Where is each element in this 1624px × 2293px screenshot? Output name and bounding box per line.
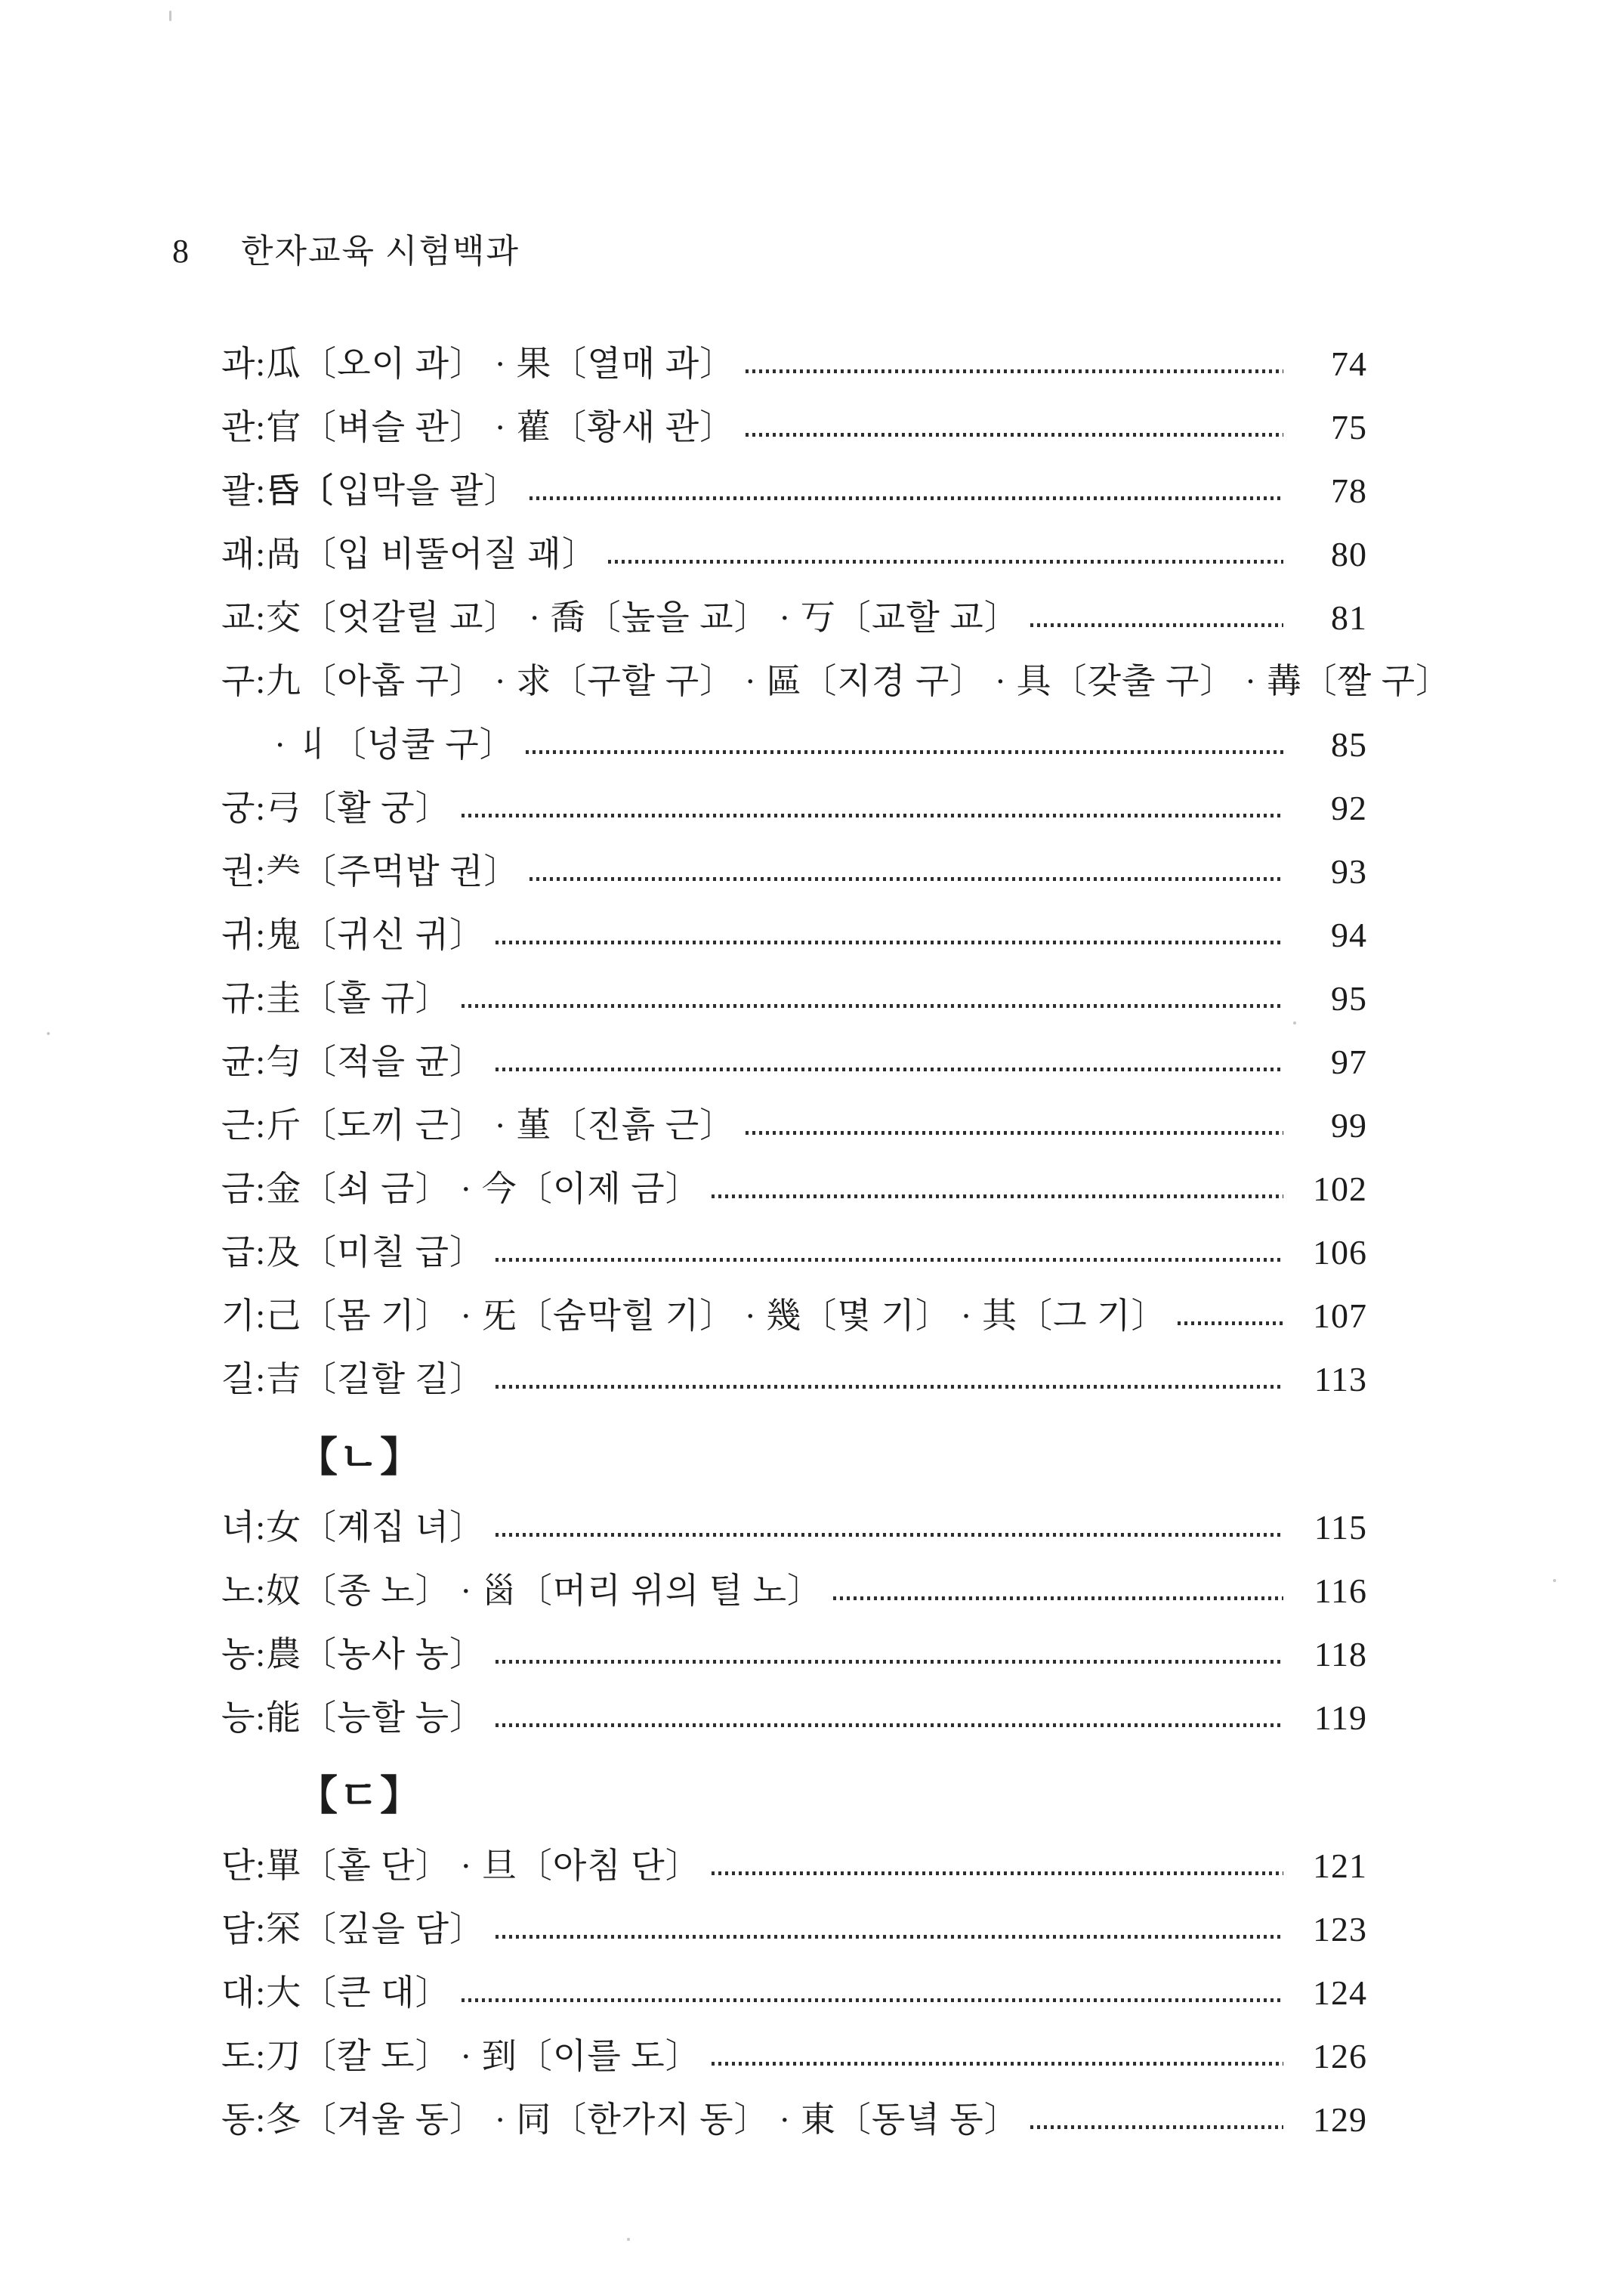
dotted-leader: [712, 2062, 1283, 2066]
entry-page-number: 74: [1331, 345, 1367, 383]
dotted-leader: [1178, 1321, 1283, 1325]
entry-page-number: 129: [1313, 2100, 1367, 2139]
entry-text: 관:官〔벼슬 관〕 · 雚〔황새 관〕: [221, 408, 736, 447]
dotted-leader: [496, 941, 1283, 944]
scan-artifact: [627, 2238, 630, 2241]
entry-page-number: 78: [1331, 471, 1367, 510]
dotted-leader: [462, 1998, 1283, 2002]
dotted-leader: [608, 560, 1283, 564]
entry-page-number: 119: [1314, 1698, 1367, 1737]
page-header: [172, 224, 520, 272]
entry-page-number: 97: [1331, 1043, 1367, 1081]
toc-entry: [221, 459, 1367, 523]
toc-entry: [221, 1623, 1367, 1686]
toc-entry: [221, 2088, 1367, 2152]
entry-text: 괘:咼〔입 비뚤어질 괘〕: [221, 535, 597, 573]
entry-text: 균:勻〔적을 균〕: [221, 1043, 486, 1081]
book-title: 한자교육 시험백과: [241, 233, 520, 270]
toc-entry: [221, 967, 1367, 1031]
entry-text: 규:圭〔홀 규〕: [221, 979, 451, 1018]
dotted-leader: [496, 1533, 1283, 1537]
toc-entry: [221, 1898, 1367, 1961]
entry-text: 과:瓜〔오이 과〕 · 果〔열매 과〕: [221, 345, 736, 383]
entry-text: 노:奴〔종 노〕 · 𡿺〔머리 위의 털 노〕: [221, 1571, 823, 1610]
entry-page-number: 106: [1313, 1233, 1367, 1272]
entry-text: 기:己〔몸 기〕 · 旡〔숨막힐 기〕 · 幾〔몇 기〕 · 其〔그 기〕: [221, 1296, 1167, 1335]
entry-text: 농:農〔농사 농〕: [221, 1635, 486, 1673]
toc-entry: [221, 1094, 1367, 1157]
entry-page-number: 75: [1331, 408, 1367, 447]
entry-text: 권:龹〔주먹밥 권〕: [221, 852, 520, 891]
entry-text: 담:罙〔깊을 담〕: [221, 1910, 486, 1948]
entry-page-number: 121: [1313, 1846, 1367, 1885]
toc-entry: [221, 713, 1367, 777]
toc-entry: [221, 1348, 1367, 1411]
entry-text: 구:九〔아홉 구〕 · 求〔구할 구〕 · 區〔지경 구〕 · 具〔갖출 구〕 · 冓〔짤 구〕: [221, 662, 1452, 700]
entry-page-number: 92: [1331, 789, 1367, 827]
toc-entry: [221, 332, 1367, 396]
dotted-leader: [496, 1385, 1283, 1389]
entry-page-number: 115: [1314, 1508, 1367, 1547]
toc-entry: [221, 586, 1367, 650]
entry-text: 교:交〔엇갈릴 교〕 · 喬〔높을 교〕 · 丂〔교할 교〕: [221, 598, 1020, 637]
entry-text: · 丩〔넝쿨 구〕: [274, 725, 515, 764]
entry-page-number: 113: [1314, 1360, 1367, 1398]
entry-page-number: 85: [1331, 725, 1367, 764]
dotted-leader: [746, 1131, 1283, 1135]
entry-text: 길:吉〔길할 길〕: [221, 1360, 486, 1398]
toc: [221, 332, 1452, 2152]
dotted-leader: [1030, 2125, 1283, 2129]
toc-entry: [221, 1834, 1367, 1898]
dotted-leader: [712, 1194, 1283, 1198]
entry-text: 대:大〔큰 대〕: [221, 1973, 451, 2012]
toc-entry: [221, 2025, 1367, 2088]
entry-text: 귀:鬼〔귀신 귀〕: [221, 916, 486, 954]
entry-page-number: 118: [1314, 1635, 1367, 1673]
toc-entry: [221, 396, 1367, 459]
toc-entry: [221, 1559, 1367, 1623]
entry-text: 도:刀〔칼 도〕 · 到〔이를 도〕: [221, 2037, 701, 2075]
toc-entry: [221, 840, 1367, 904]
toc-entry: [221, 1961, 1367, 2025]
toc-entry: [221, 1031, 1367, 1094]
toc-entry: [221, 650, 1452, 713]
dotted-leader: [496, 1660, 1283, 1664]
dotted-leader: [496, 1935, 1283, 1939]
toc-entry: [221, 1221, 1367, 1284]
toc-entry: [221, 777, 1367, 840]
entry-page-number: 123: [1313, 1910, 1367, 1948]
entry-text: 녀:女〔계집 녀〕: [221, 1508, 486, 1547]
dotted-leader: [529, 877, 1283, 881]
entry-page-number: 116: [1314, 1571, 1367, 1610]
dotted-leader: [746, 369, 1283, 373]
toc-entry: [221, 1157, 1367, 1221]
entry-text: 급:及〔미칠 급〕: [221, 1233, 486, 1272]
entry-text: 금:金〔쇠 금〕 · 今〔이제 금〕: [221, 1170, 701, 1208]
dotted-leader: [496, 1068, 1283, 1071]
entry-page-number: 99: [1331, 1106, 1367, 1145]
toc-entry: [221, 523, 1367, 586]
toc-entry: [221, 1496, 1367, 1559]
entry-text: 동:冬〔겨울 동〕 · 同〔한가지 동〕 · 東〔동녘 동〕: [221, 2100, 1020, 2139]
entry-page-number: 126: [1313, 2037, 1367, 2075]
entry-text: 능:能〔능할 능〕: [221, 1698, 486, 1737]
entry-page-number: 94: [1331, 916, 1367, 954]
dotted-leader: [496, 1258, 1283, 1262]
dotted-leader: [462, 814, 1283, 817]
dotted-leader: [712, 1871, 1283, 1875]
dotted-leader: [833, 1596, 1283, 1600]
toc-entry: [221, 1686, 1367, 1750]
dotted-leader: [746, 433, 1283, 437]
dotted-leader: [529, 496, 1283, 500]
entry-text: 근:斤〔도끼 근〕 · 堇〔진흙 근〕: [221, 1106, 736, 1145]
dotted-leader: [496, 1723, 1283, 1727]
toc-entry: [221, 1284, 1367, 1348]
entry-page-number: 124: [1313, 1973, 1367, 2012]
section-header: 【ㄴ】: [297, 1435, 423, 1480]
entry-page-number: 93: [1331, 852, 1367, 891]
dotted-leader: [462, 1004, 1283, 1008]
section-header: 【ㄷ】: [297, 1773, 423, 1819]
entry-text: 궁:弓〔활 궁〕: [221, 789, 451, 827]
entry-text: 괄:𠯑〔입막을 괄〕: [221, 471, 520, 510]
scan-artifact: [47, 1032, 50, 1035]
entry-text: 단:單〔홑 단〕 · 旦〔아침 단〕: [221, 1846, 701, 1885]
entry-page-number: 80: [1331, 535, 1367, 573]
scan-artifact: [1553, 1579, 1556, 1582]
folio-number: 8: [172, 233, 190, 270]
entry-page-number: 81: [1331, 598, 1367, 637]
entry-page-number: 95: [1331, 979, 1367, 1018]
entry-page-number: 102: [1313, 1170, 1367, 1208]
scan-artifact: [169, 11, 171, 21]
dotted-leader: [1030, 623, 1283, 627]
dotted-leader: [526, 750, 1283, 754]
toc-entry: [221, 904, 1367, 967]
entry-page-number: 107: [1313, 1296, 1367, 1335]
